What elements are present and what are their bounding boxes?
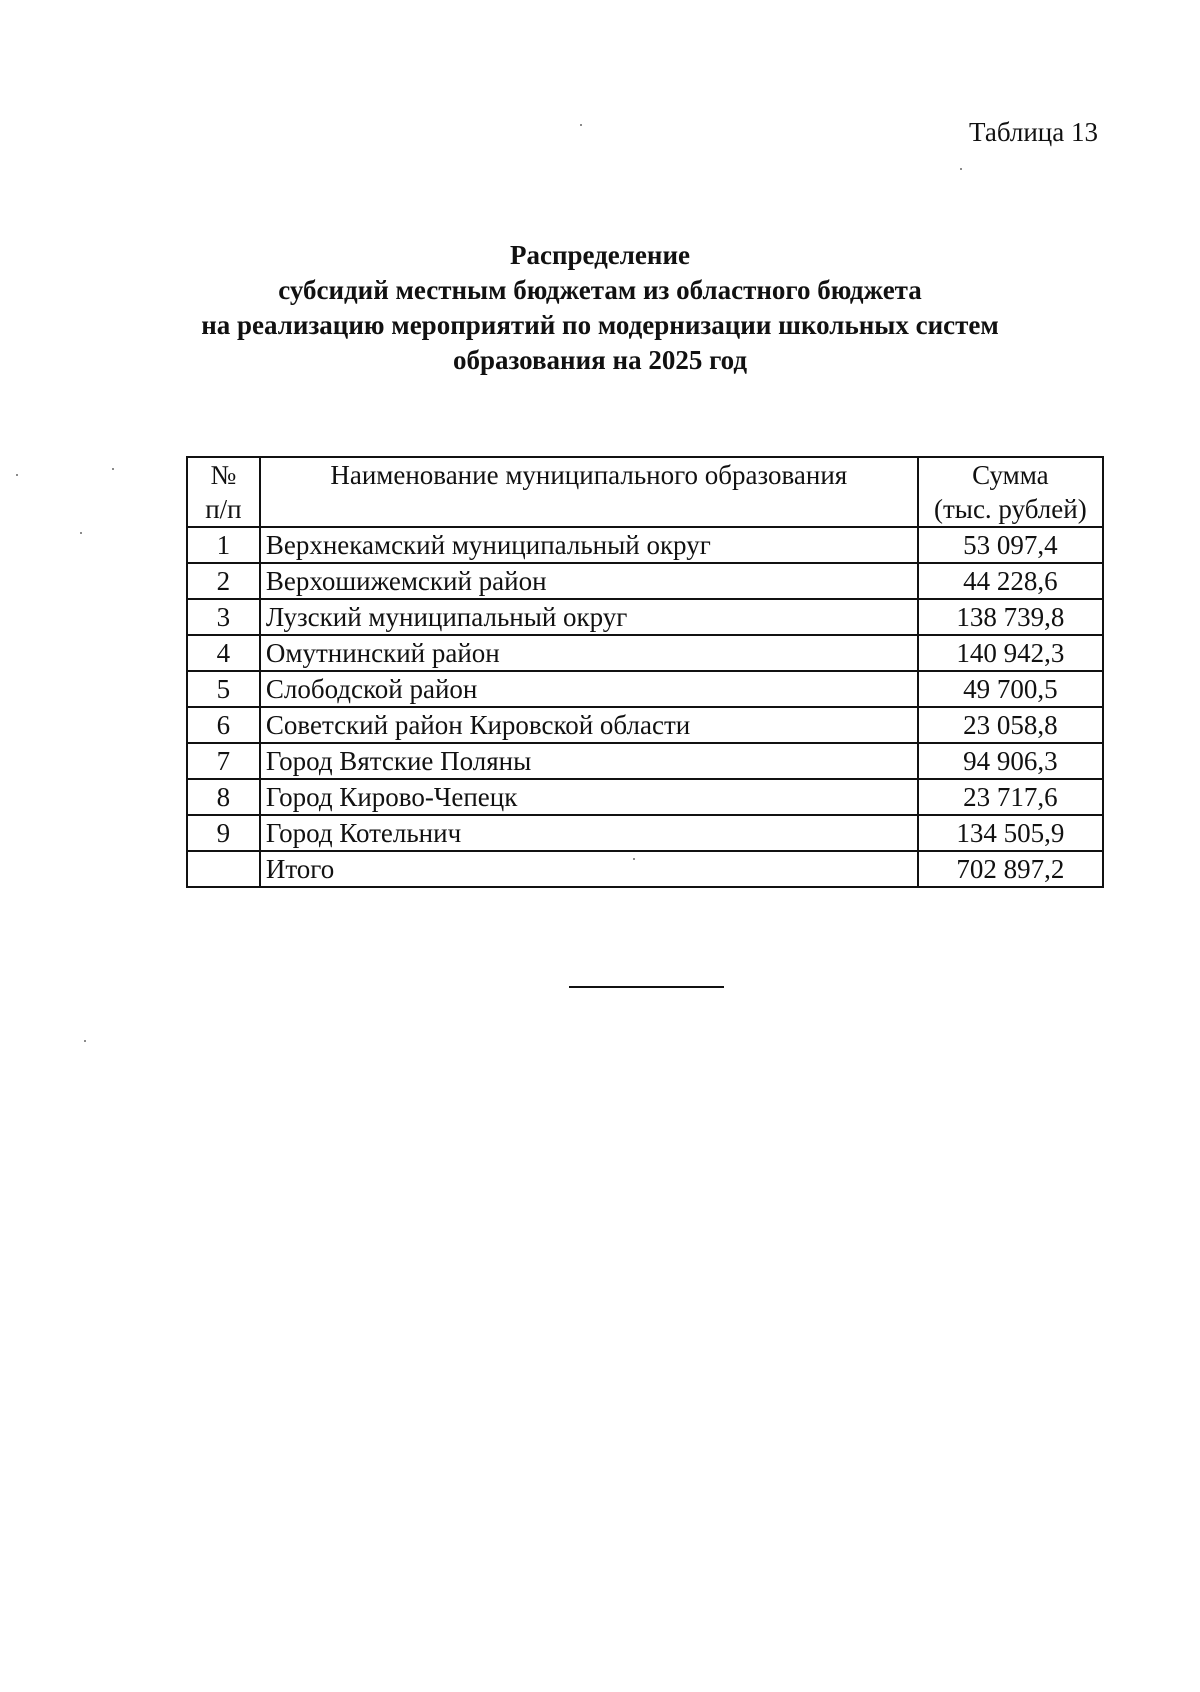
row-sum: 23 717,6	[918, 779, 1103, 815]
title-line-3: на реализацию мероприятий по модернизации школьных систем	[201, 310, 999, 340]
row-municipality: Советский район Кировской области	[260, 707, 918, 743]
row-municipality: Слободской район	[260, 671, 918, 707]
row-number: 5	[187, 671, 260, 707]
row-sum: 134 505,9	[918, 815, 1103, 851]
row-sum: 53 097,4	[918, 527, 1103, 563]
total-label: Итого	[260, 851, 918, 887]
scan-speck	[16, 474, 18, 476]
row-number: 2	[187, 563, 260, 599]
table-row	[187, 527, 1103, 563]
row-sum: 44 228,6	[918, 563, 1103, 599]
subsidy-distribution-table	[186, 456, 1104, 888]
row-sum: 140 942,3	[918, 635, 1103, 671]
row-sum: 138 739,8	[918, 599, 1103, 635]
row-number: 6	[187, 707, 260, 743]
scan-speck	[84, 1040, 86, 1042]
table-row	[187, 563, 1103, 599]
scan-speck	[580, 124, 582, 126]
table-number-label: Таблица 13	[969, 117, 1098, 147]
row-municipality: Верхнекамский муниципальный округ	[260, 527, 918, 563]
row-municipality: Город Котельнич	[260, 815, 918, 851]
title-line-2: субсидий местным бюджетам из областного бюджета	[278, 275, 922, 305]
header-number	[187, 457, 260, 527]
table-row	[187, 815, 1103, 851]
row-sum: 49 700,5	[918, 671, 1103, 707]
row-sum: 23 058,8	[918, 707, 1103, 743]
header-sum-line-2: (тыс. рублей)	[934, 494, 1087, 524]
table-row	[187, 671, 1103, 707]
scan-speck	[112, 468, 114, 470]
header-sum-line-1: Сумма	[972, 460, 1049, 490]
row-number: 7	[187, 743, 260, 779]
row-municipality: Город Вятские Поляны	[260, 743, 918, 779]
table-row	[187, 779, 1103, 815]
header-number-line-2: п/п	[205, 494, 242, 524]
total-number	[187, 851, 260, 887]
row-municipality: Лузский муниципальный округ	[260, 599, 918, 635]
table-row	[187, 599, 1103, 635]
scan-speck	[80, 532, 82, 534]
row-municipality: Омутнинский район	[260, 635, 918, 671]
row-municipality: Город Кирово-Чепецк	[260, 779, 918, 815]
table-row	[187, 707, 1103, 743]
closing-divider-line	[569, 986, 724, 988]
row-number: 4	[187, 635, 260, 671]
title-line-1: Распределение	[509, 240, 691, 270]
row-number: 1	[187, 527, 260, 563]
scan-speck	[633, 858, 635, 860]
document-title	[0, 238, 1200, 378]
row-sum: 94 906,3	[918, 743, 1103, 779]
header-sum	[918, 457, 1103, 527]
header-number-line-1: №	[210, 460, 237, 490]
row-number: 3	[187, 599, 260, 635]
header-municipality-name: Наименование муниципального образования	[260, 457, 918, 527]
row-number: 8	[187, 779, 260, 815]
row-municipality: Верхошижемский район	[260, 563, 918, 599]
table-header-row	[187, 457, 1103, 527]
table-total-row	[187, 851, 1103, 887]
title-line-4: образования на 2025 год	[452, 345, 748, 375]
table-row	[187, 743, 1103, 779]
total-sum: 702 897,2	[918, 851, 1103, 887]
scan-speck	[960, 168, 962, 170]
table-row	[187, 635, 1103, 671]
row-number: 9	[187, 815, 260, 851]
